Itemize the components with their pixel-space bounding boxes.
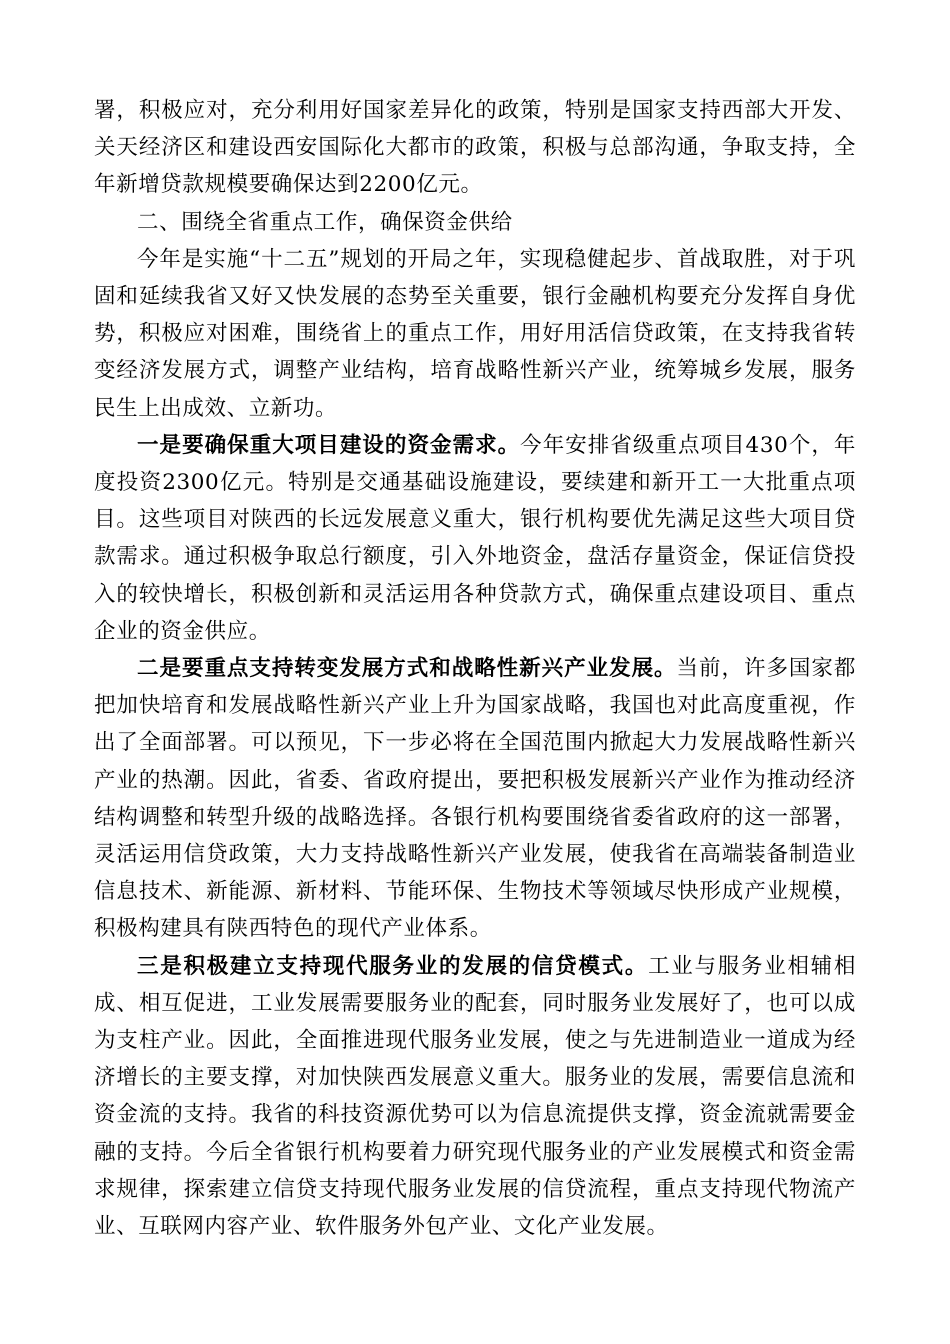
document-body bbox=[94, 92, 856, 1245]
paragraph-text: 当前，许多国家都把加快培育和发展战略性新兴产业上升为国家战略，我国也对此高度重视，作出了全面部署。可以预见，下一步必将在全国范围内掀起大力发展战略性新兴产业的热潮。因此，省委、省政府提出，要把积极发展新兴产业作为推动经济结构调整和转型升级的战略选择。各银行机构要围绕省委省政府的这一部署，灵活运用信贷政策，大力支持战略性新兴产业发展，使我省在高端装备制造业信息技术、新能源、新材料、节能环保、生物技术等领域尽快形成产业规模，积极构建具有陕西特色的现代产业体系。 bbox=[94, 656, 856, 942]
section-heading-text: 二、围绕全省重点工作，确保资金供给 bbox=[137, 209, 513, 235]
paragraph-text: 署，积极应对，充分利用好国家差异化的政策，特别是国家支持西部大开发、关天经济区和建设西安国际化大都市的政策，积极与总部沟通，争取支持，全年新增贷款规模要确保达到2200亿元。 bbox=[94, 98, 856, 198]
section-heading bbox=[94, 204, 856, 241]
paragraph-point-three bbox=[94, 948, 856, 1246]
paragraph-text: 今年安排省级重点项目430个，年度投资2300亿元。特别是交通基础设施建设，要续建和新开工一大批重点项目。这些项目对陕西的长远发展意义重大，银行机构要优先满足这些大项目贷款需求。通过积极争取总行额度，引入外地资金，盘活存量资金，保证信贷投入的较快增长，积极创新和灵活运用各种贷款方式，确保重点建设项目、重点企业的资金供应。 bbox=[94, 432, 857, 644]
paragraph-continuation bbox=[94, 92, 856, 204]
paragraph-point-one bbox=[94, 427, 856, 650]
paragraph-text: 今年是实施“十二五”规划的开局之年，实现稳健起步、首战取胜，对于巩固和延续我省又好又快发展的态势至关重要，银行金融机构要充分发挥自身优势，积极应对困难，围绕省上的重点工作，用好用活信贷政策，在支持我省转变经济发展方式，调整产业结构，培育战略性新兴产业，统筹城乡发展，服务民生上出成效、立新功。 bbox=[94, 246, 856, 421]
paragraph-point-two bbox=[94, 650, 856, 948]
paragraph-lead: 二是要重点支持转变发展方式和战略性新兴产业发展。 bbox=[137, 656, 677, 682]
paragraph-lead: 一是要确保重大项目建设的资金需求。 bbox=[137, 432, 521, 458]
paragraph-intro bbox=[94, 241, 856, 427]
paragraph-text: 工业与服务业相辅相成、相互促进，工业发展需要服务业的配套，同时服务业发展好了，也可以成为支柱产业。因此，全面推进现代服务业发展，使之与先进制造业一道成为经济增长的主要支撑，对加快陕西发展意义重大。服务业的发展，需要信息流和资金流的支持。我省的科技资源优势可以为信息流提供支撑，资金流就需要金融的支持。今后全省银行机构要着力研究现代服务业的产业发展模式和资金需求规律，探索建立信贷支持现代服务业发展的信贷流程，重点支持现代物流产业、互联网内容产业、软件服务外包产业、文化产业发展。 bbox=[94, 953, 857, 1240]
paragraph-lead: 三是积极建立支持现代服务业的发展的信贷模式。 bbox=[137, 953, 649, 979]
